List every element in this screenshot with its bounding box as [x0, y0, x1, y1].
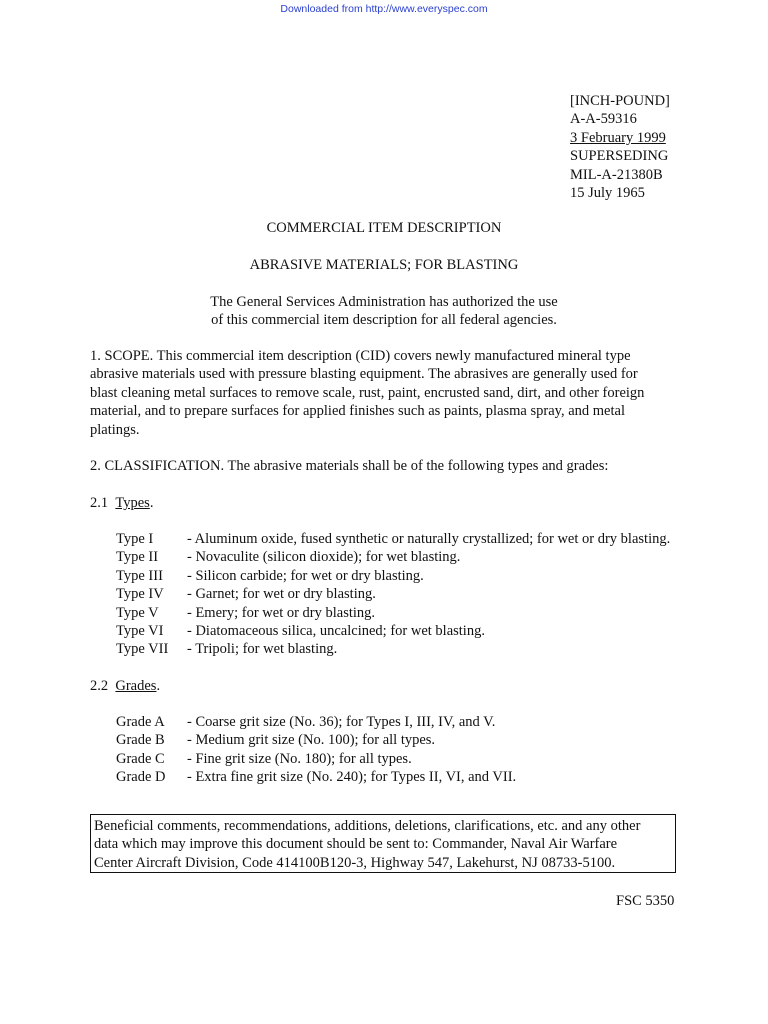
grade-label: Grade D — [116, 769, 166, 786]
document-date: 3 February 1999 — [570, 129, 666, 146]
grades-list — [116, 713, 516, 787]
type-label: Type V — [116, 604, 159, 621]
document-title: COMMERCIAL ITEM DESCRIPTION — [266, 220, 502, 236]
list-item — [116, 604, 670, 622]
types-heading: 2.1 Types. — [90, 495, 154, 511]
type-description: - Aluminum oxide, fused synthetic or naturally crystallized; for wet or dry blasting. — [187, 531, 671, 547]
grade-label: Grade C — [116, 750, 165, 767]
types-heading-label: Types — [115, 495, 150, 511]
list-item — [116, 585, 670, 603]
type-label: Type III — [116, 567, 163, 584]
scope-line: 1. SCOPE. This commercial item description (CID) covers newly manufactured mineral type — [90, 348, 631, 364]
document-subtitle: ABRASIVE MATERIALS; FOR BLASTING — [249, 257, 519, 273]
scope-line: material, and to prepare surfaces for applied finishes such as paints, plasma spray, and metal — [90, 403, 625, 420]
type-label: Type I — [116, 531, 154, 547]
scope-line: platings. — [90, 421, 140, 438]
superseded-document-number: MIL-A-21380B — [570, 166, 663, 183]
type-description: - Tripoli; for wet blasting. — [187, 641, 338, 658]
list-item — [116, 530, 670, 548]
list-item — [116, 548, 670, 566]
grade-description: - Fine grit size (No. 180); for all types. — [187, 750, 412, 767]
classification-line: 2. CLASSIFICATION. The abrasive materials shall be of the following types and grades: — [90, 458, 609, 474]
type-label: Type VI — [116, 622, 164, 639]
download-link[interactable]: Downloaded from http://www.everyspec.com — [280, 3, 488, 15]
superseding-label: SUPERSEDING — [570, 148, 669, 165]
type-label: Type IV — [116, 586, 164, 603]
type-label: Type II — [116, 549, 159, 566]
superseded-document-date: 15 July 1965 — [570, 185, 645, 202]
scope-section — [90, 347, 690, 439]
type-description: - Garnet; for wet or dry blasting. — [187, 586, 376, 603]
list-item — [116, 731, 516, 749]
grade-label: Grade B — [116, 732, 165, 749]
inch-pound-label: [INCH-POUND] — [570, 93, 670, 109]
grades-heading-label: Grades — [115, 678, 157, 694]
comments-box — [90, 814, 676, 873]
grade-description: - Medium grit size (No. 100); for all types. — [187, 732, 436, 749]
document-id-block — [570, 92, 670, 202]
list-item — [116, 750, 516, 768]
type-label: Type VII — [116, 641, 169, 658]
classification-section — [90, 457, 690, 475]
list-item — [116, 713, 516, 731]
type-description: - Novaculite (silicon dioxide); for wet blasting. — [187, 549, 461, 566]
comments-line: Beneficial comments, recommendations, additions, deletions, clarifications, etc. and any other — [94, 818, 641, 834]
list-item — [116, 622, 670, 640]
document-number: A-A-59316 — [570, 111, 637, 128]
comments-line: Center Aircraft Division, Code 414100B120-3, Highway 547, Lakehurst, NJ 08733-5100. — [94, 854, 616, 871]
type-description: - Diatomaceous silica, uncalcined; for wet blasting. — [187, 622, 485, 639]
fsc-code: FSC 5350 — [616, 893, 675, 909]
grade-description: - Coarse grit size (No. 36); for Types I, III, IV, and V. — [187, 714, 496, 730]
type-description: - Silicon carbide; for wet or dry blasting. — [187, 567, 424, 584]
list-item — [116, 768, 516, 786]
types-list — [116, 530, 670, 659]
grades-heading: 2.2 Grades. — [90, 678, 161, 694]
grade-label: Grade A — [116, 714, 165, 730]
authorization-line-2: of this commercial item description for all federal agencies. — [211, 312, 557, 328]
comments-line: data which may improve this document should be sent to: Commander, Naval Air Warfare — [94, 836, 618, 853]
list-item — [116, 567, 670, 585]
list-item — [116, 640, 670, 658]
grades-number: 2.2 — [90, 678, 109, 694]
type-description: - Emery; for wet or dry blasting. — [187, 604, 376, 621]
types-number: 2.1 — [90, 495, 109, 511]
grade-description: - Extra fine grit size (No. 240); for Types II, VI, and VII. — [187, 769, 517, 786]
scope-line: abrasive materials used with pressure blasting equipment. The abrasives are generally used for — [90, 366, 638, 383]
authorization-line-1: The General Services Administration has authorized the use — [210, 294, 558, 310]
scope-line: blast cleaning metal surfaces to remove scale, rust, paint, encrusted sand, dirt, and other foreign — [90, 384, 645, 401]
